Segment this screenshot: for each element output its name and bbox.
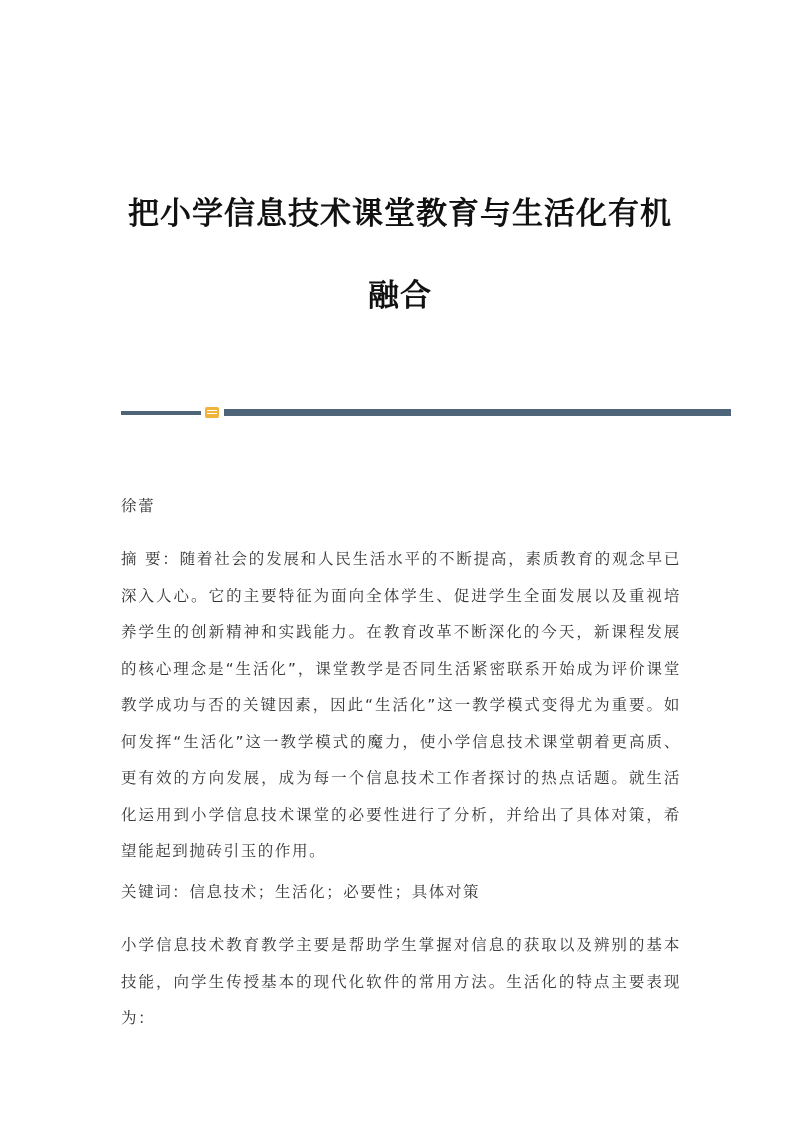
intro-paragraph: 小学信息技术教育教学主要是帮助学生掌握对信息的获取以及辨别的基本技能，向学生传授基本的现代化软件的常用方法。生活化的特点主要表现为： bbox=[121, 936, 681, 1027]
author-name: 徐蕾 bbox=[121, 497, 156, 515]
document-badge-icon bbox=[205, 407, 219, 418]
divider-right-segment bbox=[224, 409, 731, 416]
document-title-line-1: 把小学信息技术课堂教育与生活化有机 bbox=[128, 196, 672, 232]
abstract-paragraph: 摘 要：随着社会的发展和人民生活水平的不断提高，素质教育的观念早已深入人心。它的主要特征为面向全体学生、促进学生全面发展以及重视培养学生的创新精神和实践能力。在教育改革不断深化的今天，新课程发展的核心理念是“生活化”，课堂教学是否同生活紧密联系开始成为评价课堂教学成功与否的关键因素，因此“生活化”这一教学模式变得尤为重要。如何发挥“生活化”这一教学模式的魔力，使小学信息技术课堂朝着更高质、更有效的方向发展，成为每一个信息技术工作者探讨的热点话题。就生活化运用到小学信息技术课堂的必要性进行了分析，并给出了具体对策，希望能起到抛砖引玉的作用。 bbox=[121, 550, 681, 860]
keywords-line: 关键词：信息技术；生活化；必要性；具体对策 bbox=[121, 883, 481, 901]
divider-left-segment bbox=[121, 411, 201, 415]
title-divider bbox=[121, 409, 731, 417]
document-title-line-2: 融合 bbox=[368, 278, 432, 314]
